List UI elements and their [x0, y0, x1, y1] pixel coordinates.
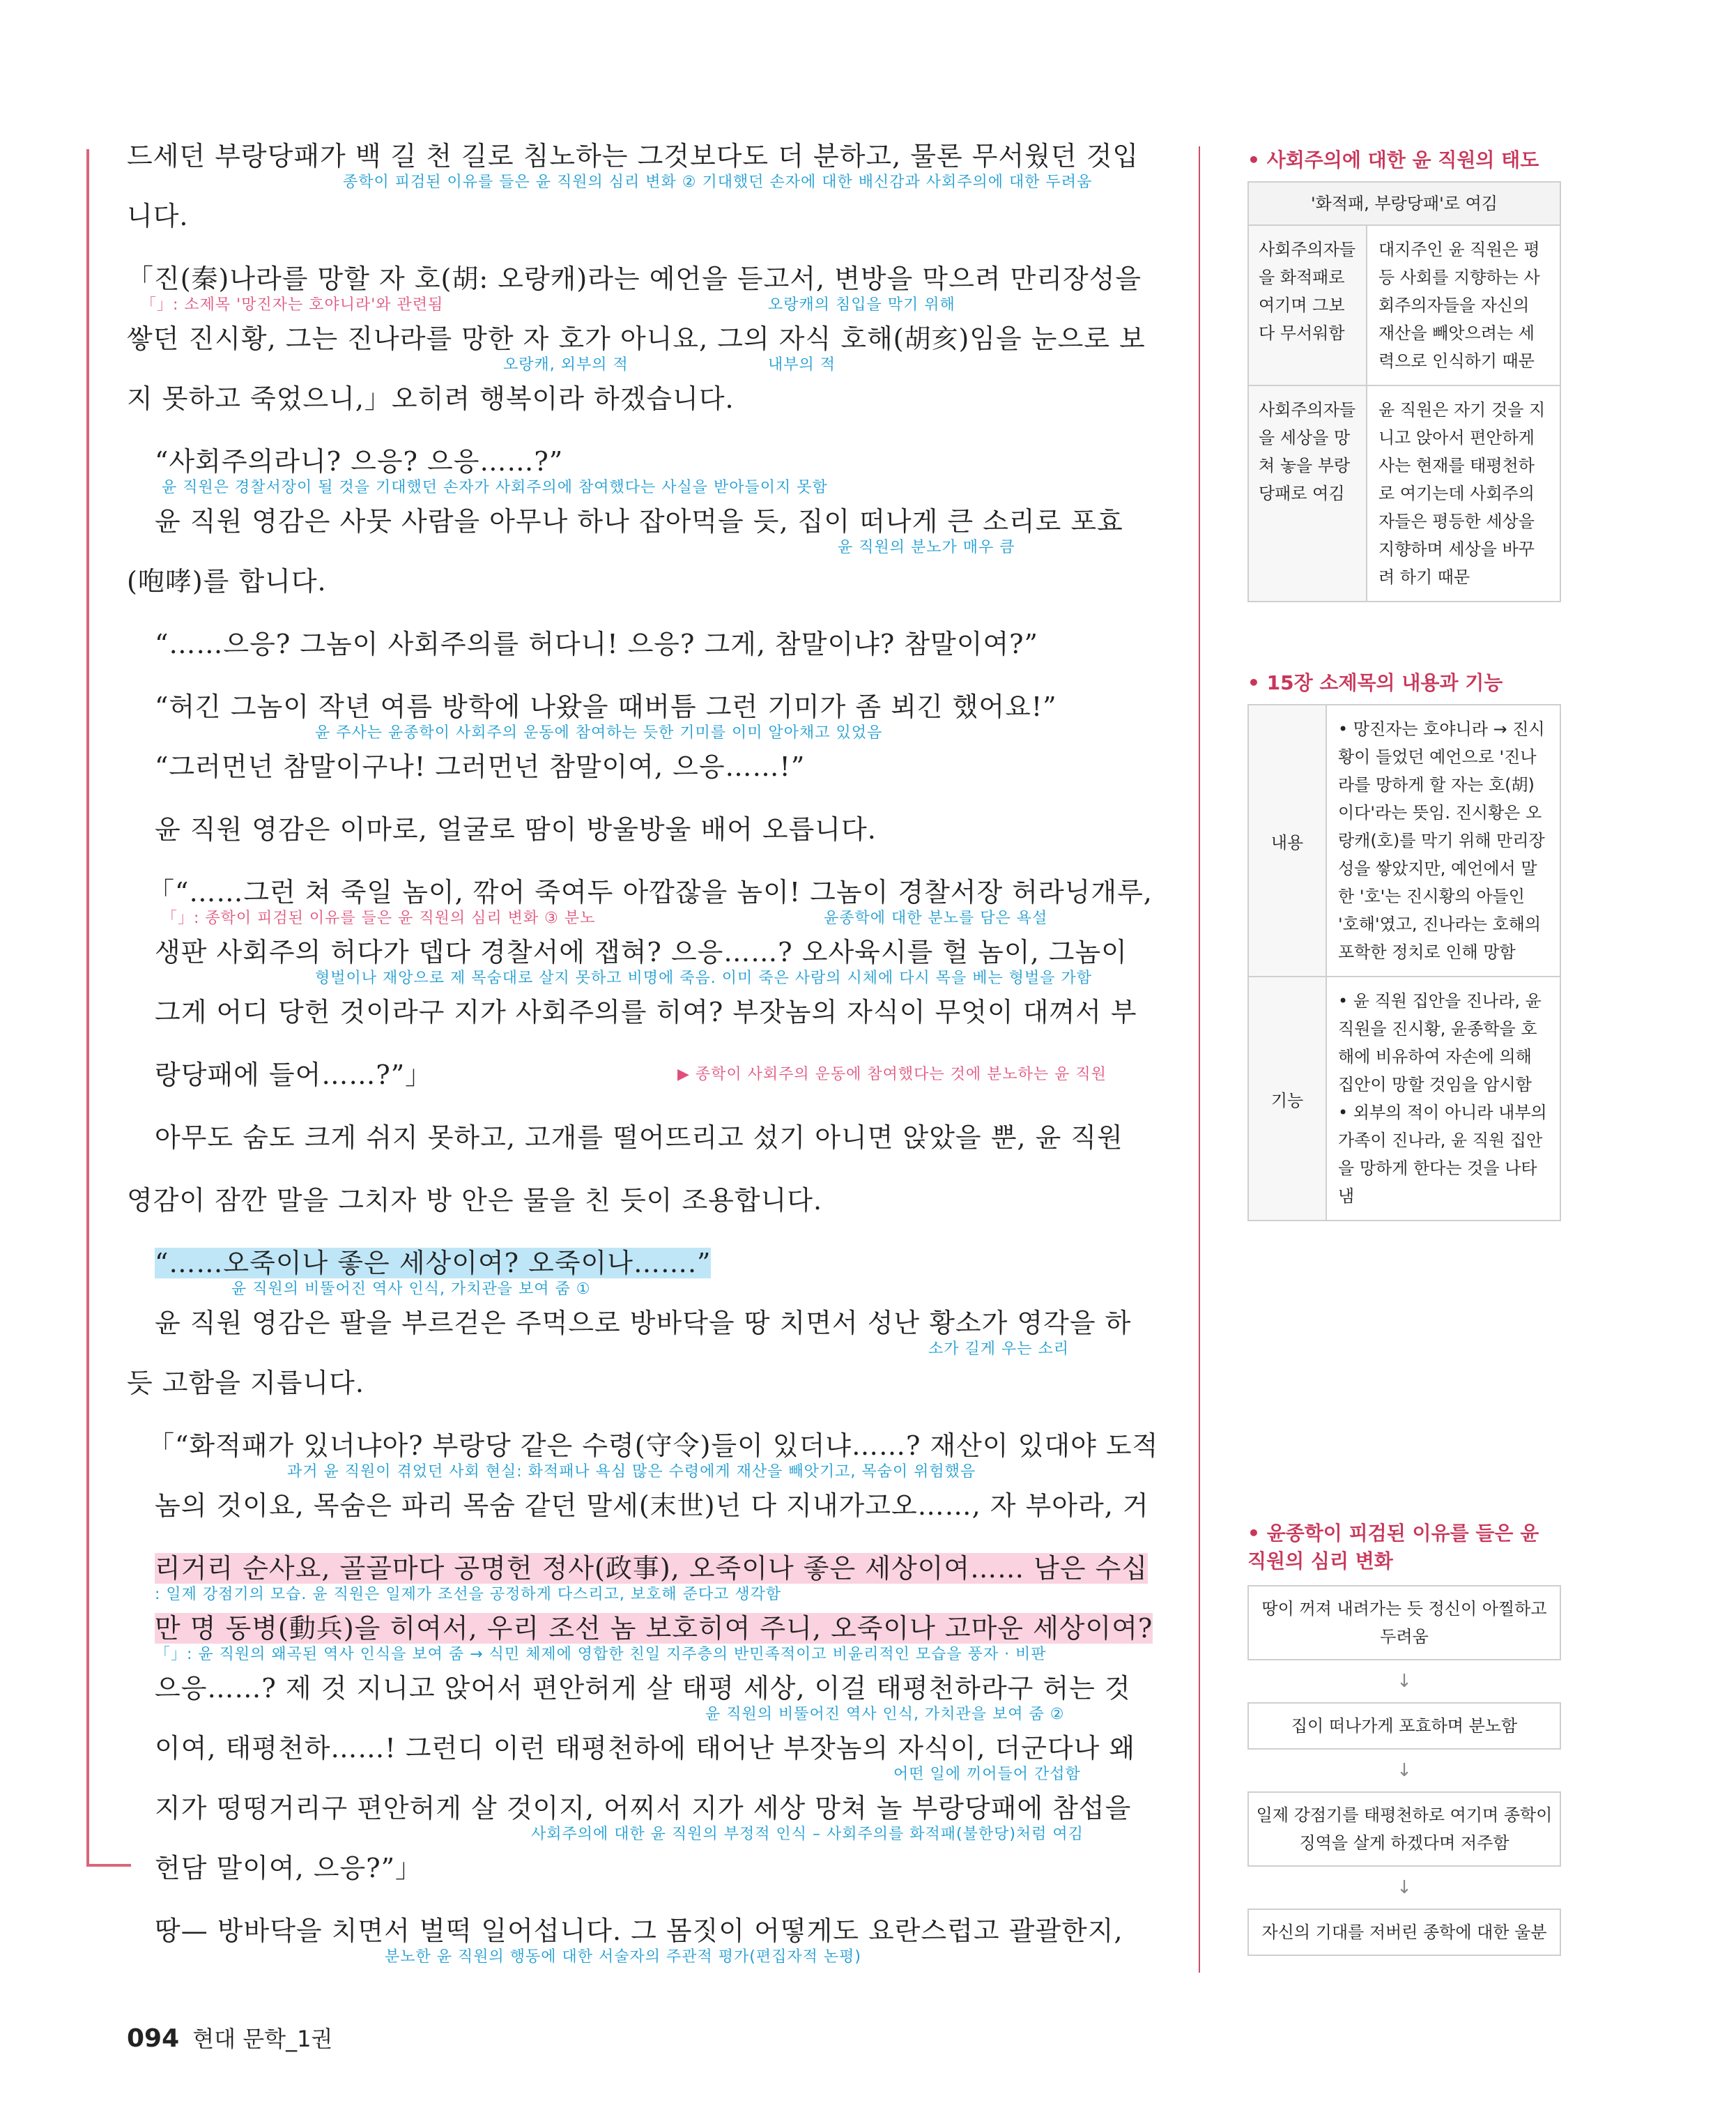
- text-line: 아무도 숨도 크게 쉬지 못하고, 고개를 떨어뜨리고 섰기 아니면 앉았을 뿐, 윤 직원: [155, 1122, 1123, 1153]
- text-line: 「“……그런 쳐 죽일 놈이, 깎어 죽여두 아깝잖을 놈이! 그놈이 경찰서장 허라닝개루,: [148, 877, 1153, 908]
- text-line: 「진(秦)나라를 망할 자 호(胡: 오랑캐)라는 예언을 듣고서, 변방을 막으려 만리장성을: [127, 263, 1142, 294]
- book-title: 현대 문학_1권: [192, 2026, 333, 2052]
- annotation: 어떤 일에 끼어들어 간섭함: [893, 1766, 1081, 1783]
- table-row: 내용 • 망진자는 호야니라 → 진시황이 들었던 예언으로 '진나라를 망하게 할 자는 호(胡)이다'라는 뜻임. 진시황은 오랑캐(호)를 막기 위해 만리장성을 쌓았지만, 예언에서 말한 '호'는 진시황의 아들인 '호해'였고, 진나라는 호해의 포학한 정치로 인해 망함: [1249, 705, 1560, 976]
- flow-step: 집이 떠나가게 포효하며 분노함: [1247, 1702, 1561, 1750]
- table-row: 기능 • 윤 직원 집안을 진나라, 윤 직원을 진시황, 윤종학을 호해에 비유하여 자손에 의해 집안이 망할 것임을 암시함 • 외부의 적이 아니라 내부의 가족이 진나라, 윤 직원 집안을 망하게 한다는 것을 나타냄: [1249, 976, 1560, 1220]
- annotation: 윤종학에 대한 분노를 담은 욕설: [824, 910, 1048, 927]
- sidebar-box-attitude: [1247, 146, 1561, 602]
- annotation: 윤 직원의 비뚤어진 역사 인식, 가치관을 보여 줌 ②: [705, 1706, 1065, 1723]
- text-line: 영감이 잠깐 말을 그치자 방 안은 물을 친 듯이 조용합니다.: [127, 1185, 823, 1216]
- flow-step: 땅이 꺼져 내려가는 듯 정신이 아찔하고 두려움: [1247, 1585, 1561, 1660]
- annotation: 사회주의에 대한 윤 직원의 부정적 인식 – 사회주의를 화적패(불한당)처럼 여김: [531, 1826, 1084, 1843]
- annotation: 오랑캐, 외부의 적: [503, 356, 629, 374]
- text-line: 으응……? 제 것 지니고 앉어서 편안허게 살 태평 세상, 이걸 태평천하라구 허는 것: [155, 1673, 1131, 1704]
- text-line: 듯 고함을 지릅니다.: [127, 1368, 364, 1398]
- column-divider: [1199, 146, 1200, 1973]
- arrow-down-icon: ↓: [1397, 1671, 1412, 1692]
- bullet-icon: •: [1247, 148, 1267, 171]
- annotation: 윤 직원은 경찰서장이 될 것을 기대했던 손자가 사회주의에 참여했다는 사실을 받아들이지 못함: [162, 479, 828, 496]
- arrow-down-icon: ↓: [1397, 1877, 1412, 1898]
- text-line: 드세던 부랑당패가 백 길 천 길로 침노하는 그것보다도 더 분하고, 물론 무서웠던 것입: [127, 141, 1139, 171]
- annotation: 「」: 종학이 피검된 이유를 들은 윤 직원의 심리 변화 ③ 분노: [162, 910, 596, 927]
- list-item: • 윤 직원 집안을 진나라, 윤 직원을 진시황, 윤종학을 호해에 비유하여 자손에 의해 집안이 망할 것임을 암시함: [1338, 991, 1542, 1094]
- text-line: 랑당패에 들어……?”」 ▶ 종학이 사회주의 운동에 참여했다는 것에 분노하는 윤 직원: [155, 1060, 1107, 1090]
- text-line: 「“화적패가 있너냐아? 부랑당 같은 수령(守令)들이 있더냐……? 재산이 있대야 도적: [148, 1430, 1159, 1461]
- section-bracket: [86, 149, 131, 1867]
- text-line: “사회주의라니? 으응? 으응……?”: [155, 446, 564, 477]
- annotation: 윤 직원의 비뚤어진 역사 인식, 가치관을 보여 줌 ①: [231, 1280, 591, 1298]
- annotation: 「」: 소제목 '망진자는 호야니라'와 관련됨: [141, 296, 444, 314]
- flow-step: 일제 강점기를 태평천하로 여기며 종학이 징역을 살게 하겠다며 저주함: [1247, 1791, 1561, 1867]
- bullet-icon: •: [1247, 671, 1267, 694]
- text-line: 헌담 말이여, 으응?”」: [155, 1853, 422, 1883]
- table-header: '화적패, 부랑당패'로 여김: [1249, 183, 1560, 226]
- text-line: 땅— 방바닥을 치면서 벌떡 일어섭니다. 그 몸짓이 어떻게도 요란스럽고 괄괄한지,: [155, 1915, 1123, 1946]
- text-line: 윤 직원 영감은 사뭇 사람을 아무나 하나 잡아먹을 듯, 집이 떠나게 큰 소리로 포효: [155, 506, 1123, 537]
- text-line: 니다.: [127, 201, 189, 231]
- summary-note: ▶ 종학이 사회주의 운동에 참여했다는 것에 분노하는 윤 직원: [677, 1066, 1107, 1083]
- annotation: 내부의 적: [768, 356, 836, 374]
- text-line: 리거리 순사요, 골골마다 공명헌 정사(政事), 오죽이나 좋은 세상이여…… 남은 수십: [155, 1553, 1149, 1584]
- text-line: 그게 어디 당헌 것이라구 지가 사회주의를 히여? 부잣놈의 자식이 무엇이 대껴서 부: [155, 997, 1137, 1027]
- text-line: 쌓던 진시황, 그는 진나라를 망한 자 호가 아니요, 그의 자식 호해(胡亥)임을 눈으로 보: [127, 323, 1146, 354]
- flow-step: 자신의 기대를 저버린 종학에 대한 울분: [1247, 1909, 1561, 1956]
- sidebar-title: 사회주의에 대한 윤 직원의 태도: [1266, 148, 1539, 171]
- annotation: 형벌이나 재앙으로 제 목숨대로 살지 못하고 비명에 죽음. 이미 죽은 사람의 시체에 다시 목을 베는 형벌을 가함: [315, 970, 1092, 987]
- annotation: 분노한 윤 직원의 행동에 대한 서술자의 주관적 평가(편집자적 논평): [385, 1948, 861, 1966]
- table-row: 사회주의자들을 세상을 망쳐 놓을 부랑당패로 여김 윤 직원은 자기 것을 지니고 앉아서 편안하게 사는 현재를 태평천하로 여기는데 사회주의자들은 평등한 세상을 지향하며 세상을 바꾸려 하기 때문: [1249, 385, 1560, 601]
- table-row: 사회주의자들을 화적패로 여기며 그보다 무서워함 대지주인 윤 직원은 평등 사회를 지향하는 사회주의자들을 자신의 재산을 빼앗으려는 세력으로 인식하기 때문: [1249, 226, 1560, 385]
- subtitle-table: [1247, 704, 1561, 1221]
- text-line: 윤 직원 영감은 팔을 부르걷은 주먹으로 방바닥을 땅 치면서 성난 황소가 영각을 하: [155, 1308, 1132, 1338]
- list-item: • 외부의 적이 아니라 내부의 가족이 진나라, 윤 직원 집안을 망하게 한다는 것을 나타냄: [1338, 1103, 1547, 1206]
- annotation: 「」: 윤 직원의 왜곡된 역사 인식을 보여 줌 → 식민 체제에 영합한 친일 지주층의 반민족적이고 비윤리적인 모습을 풍자 · 비판: [155, 1646, 1047, 1663]
- text-line: “……오죽이나 좋은 세상이여? 오죽이나…….”: [155, 1248, 712, 1278]
- annotation: 윤 직원의 분노가 매우 큼: [838, 539, 1015, 556]
- annotation: 과거 윤 직원이 겪었던 사회 현실: 화적패나 욕심 많은 수령에게 재산을 빼앗기고, 목숨이 위험했음: [287, 1463, 976, 1481]
- bullet-icon: •: [1247, 1522, 1267, 1545]
- text-line: 이여, 태평천하……! 그런디 이런 태평천하에 태어난 부잣놈의 자식이, 더군다나 왜: [155, 1733, 1136, 1764]
- annotation: : 일제 강점기의 모습. 윤 직원은 일제가 조선을 공정하게 다스리고, 보호해 준다고 생각함: [155, 1586, 782, 1603]
- page-number: 094: [127, 2024, 180, 2053]
- text-line: 만 명 동병(動兵)을 히여서, 우리 조선 놈 보호히여 주니, 오죽이나 고마운 세상이여?: [155, 1613, 1153, 1644]
- sidebar-title: 윤종학이 피검된 이유를 들은 윤 직원의 심리 변화: [1247, 1522, 1539, 1573]
- text-line: “허긴 그놈이 작년 여름 방학에 나왔을 때버틈 그런 기미가 좀 뵈긴 했어요!”: [155, 691, 1057, 722]
- page-footer: [127, 2021, 332, 2054]
- text-line: 놈의 것이요, 목숨은 파리 목숨 같던 말세(末世)넌 다 지내가고오……, 자 부아라, 거: [155, 1490, 1149, 1521]
- text-line: “그러먼넌 참말이구나! 그러먼넌 참말이여, 으응……!”: [155, 751, 806, 782]
- sidebar-box-subtitle: [1247, 669, 1561, 1221]
- text-line: 지 못하고 죽었으니,」오히려 행복이라 하겠습니다.: [127, 383, 735, 414]
- annotation: 소가 길게 우는 소리: [928, 1340, 1069, 1358]
- annotation: 오랑캐의 침입을 막기 위해: [768, 296, 955, 314]
- text-line: 생판 사회주의 허다가 뎁다 경찰서에 잽혀? 으응……? 오사육시를 헐 놈이, 그놈이: [155, 937, 1128, 968]
- sidebar-title: 15장 소제목의 내용과 기능: [1266, 671, 1503, 694]
- text-line: 지가 떵떵거리구 편안허게 살 것이지, 어찌서 지가 세상 망쳐 놀 부랑당패에 참섭을: [155, 1793, 1132, 1823]
- sidebar-box-flow: [1247, 1520, 1561, 1956]
- arrow-down-icon: ↓: [1397, 1760, 1412, 1781]
- main-text: [127, 139, 1159, 1974]
- annotation: 윤 주사는 윤종학이 사회주의 운동에 참여하는 듯한 기미를 이미 알아채고 있었음: [315, 724, 883, 742]
- text-line: “……으응? 그놈이 사회주의를 허다니! 으응? 그게, 참말이냐? 참말이여?”: [155, 629, 1038, 659]
- annotation: 종학이 피검된 이유를 들은 윤 직원의 심리 변화 ② 기대했던 손자에 대한 배신감과 사회주의에 대한 두려움: [343, 174, 1093, 191]
- text-line: (咆哮)를 합니다.: [127, 566, 327, 597]
- attitude-table: [1247, 181, 1561, 602]
- text-line: 윤 직원 영감은 이마로, 얼굴로 땀이 방울방울 배어 오릅니다.: [155, 814, 877, 845]
